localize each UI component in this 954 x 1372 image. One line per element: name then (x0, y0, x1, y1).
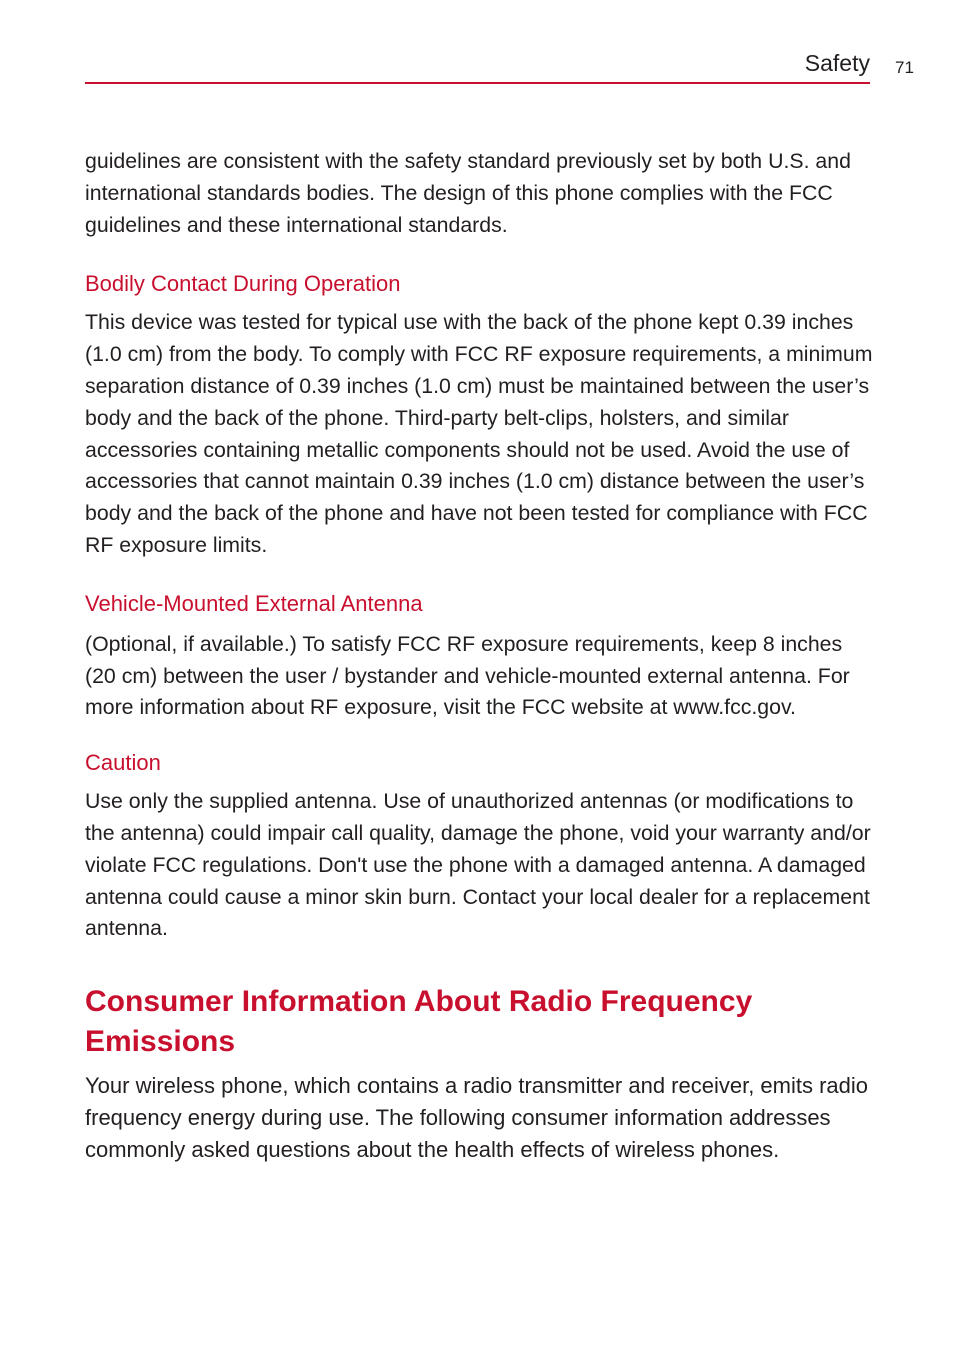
page-header (85, 48, 870, 84)
bodily-contact-heading: Bodily Contact During Operation (85, 271, 401, 297)
caution-paragraph: Use only the supplied antenna. Use of unauthorized antennas (or modifications to the antenna) could impair call quality, damage the phone, void your warranty and/or violate FCC regulations. Don't use the phone with a damaged antenna. A damaged antenna could cause a minor skin burn. Contact your local dealer for a replacement antenna. (85, 789, 871, 941)
caution-heading: Caution (85, 750, 161, 776)
consumer-info-paragraph: Your wireless phone, which contains a radio transmitter and receiver, emits radio frequency energy during use. The following consumer information addresses commonly asked questions about the health effects of wireless phones. (85, 1073, 869, 1163)
section-title: Safety (804, 50, 870, 76)
page-content (85, 146, 875, 1166)
bodily-contact-paragraph: This device was tested for typical use with the back of the phone kept 0.39 inches (1.0 cm) from the body. To comply with FCC RF exposure requirements, a minimum separation distance of 0.39 inches (1.0 cm) must be maintained between the user’s body and the back of the phone. Third-party belt-clips, holsters, and similar accessories containing metallic components should not be used. Avoid the use of accessories that cannot maintain 0.39 inches (1.0 cm) distance between the user’s body and the back of the phone and have not been tested for compliance with FCC RF exposure limits. (85, 310, 873, 557)
consumer-info-heading: Consumer Information About Radio Frequency Emissions (85, 985, 753, 1059)
vehicle-antenna-paragraph: (Optional, if available.) To satisfy FCC RF exposure requirements, keep 8 inches (20 cm) between the user / bystander and vehicle-mounted external antenna. For more information about RF exposure, visit the FCC website at www.fcc.gov. (85, 631, 850, 720)
vehicle-antenna-heading: Vehicle-Mounted External Antenna (85, 590, 423, 616)
intro-paragraph: guidelines are consistent with the safety standard previously set by both U.S. and international standards bodies. The design of this phone complies with the FCC guidelines and these international standards. (85, 149, 851, 237)
page-number: 71 (895, 58, 914, 77)
